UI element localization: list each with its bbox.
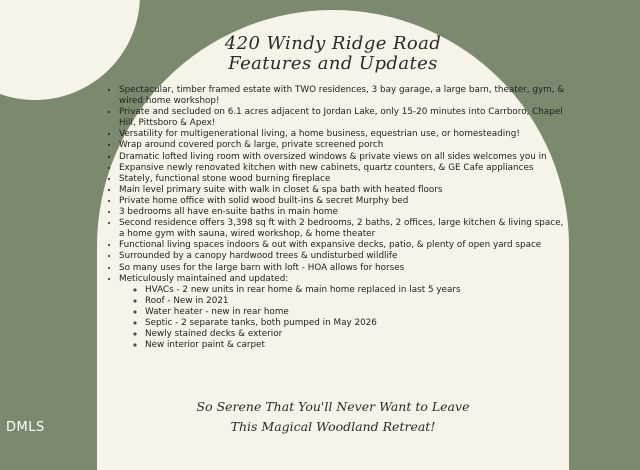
feature-item: • Expansive newly renovated kitchen with new cabinets, quartz counters, & GE Cafe appliances bbox=[119, 163, 569, 174]
update-item: ◦ Water heater - new in rear home bbox=[145, 307, 569, 318]
feature-item: • Wrap around covered porch & large, private screened porch bbox=[119, 140, 569, 151]
tagline bbox=[97, 397, 569, 437]
feature-item: • Private and secluded on 6.1 acres adjacent to Jordan Lake, only 15-20 minutes into Carrboro, Chapel Hill, Pittsboro & Apex! bbox=[119, 107, 569, 129]
feature-item: • Dramatic lofted living room with oversized windows & private views on all sides welcomes you in bbox=[119, 152, 569, 163]
title-line-2: Features and Updates bbox=[228, 53, 438, 74]
title-line-1: 420 Windy Ridge Road bbox=[224, 33, 442, 54]
updates-heading: Meticulously maintained and updated: bbox=[119, 273, 289, 284]
updates-list bbox=[119, 285, 569, 352]
page-title bbox=[97, 34, 569, 74]
tagline-line-1: So Serene That You'll Never Want to Leave bbox=[196, 399, 470, 414]
feature-item: • Functional living spaces indoors & out with expansive decks, patio, & plenty of open yard space bbox=[119, 240, 569, 251]
tagline-line-2: This Magical Woodland Retreat! bbox=[230, 419, 436, 434]
update-item: ◦ Roof - New in 2021 bbox=[145, 296, 569, 307]
update-item: ◦ Septic - 2 separate tanks, both pumped in May 2026 bbox=[145, 318, 569, 329]
features-list bbox=[105, 85, 569, 351]
mls-watermark: DMLS bbox=[6, 420, 45, 435]
feature-item: • Versatility for multigenerational living, a home business, equestrian use, or homesteading! bbox=[119, 129, 569, 140]
update-item: ◦ New interior paint & carpet bbox=[145, 340, 569, 351]
feature-item: • Private home office with solid wood built-ins & secret Murphy bed bbox=[119, 196, 569, 207]
update-item: ◦ HVACs - 2 new units in rear home & main home replaced in last 5 years bbox=[145, 285, 569, 296]
feature-item: • Second residence offers 3,398 sq ft with 2 bedrooms, 2 baths, 2 offices, large kitchen & living space, a home gym with sauna, wired workshop, & home theater bbox=[119, 218, 569, 240]
update-item: ◦ Newly stained decks & exterior bbox=[145, 329, 569, 340]
feature-item: • Main level primary suite with walk in closet & spa bath with heated floors bbox=[119, 185, 569, 196]
feature-item: • Spectacular, timber framed estate with TWO residences, 3 bay garage, a large barn, theater, gym, & wired home workshop! bbox=[119, 85, 569, 107]
feature-item: • Stately, functional stone wood burning fireplace bbox=[119, 174, 569, 185]
feature-item: • 3 bedrooms all have en-suite baths in main home bbox=[119, 207, 569, 218]
feature-item: • Surrounded by a canopy hardwood trees & undisturbed wildlife bbox=[119, 251, 569, 262]
feature-item-updates bbox=[119, 274, 569, 352]
feature-item: • So many uses for the large barn with loft - HOA allows for horses bbox=[119, 263, 569, 274]
